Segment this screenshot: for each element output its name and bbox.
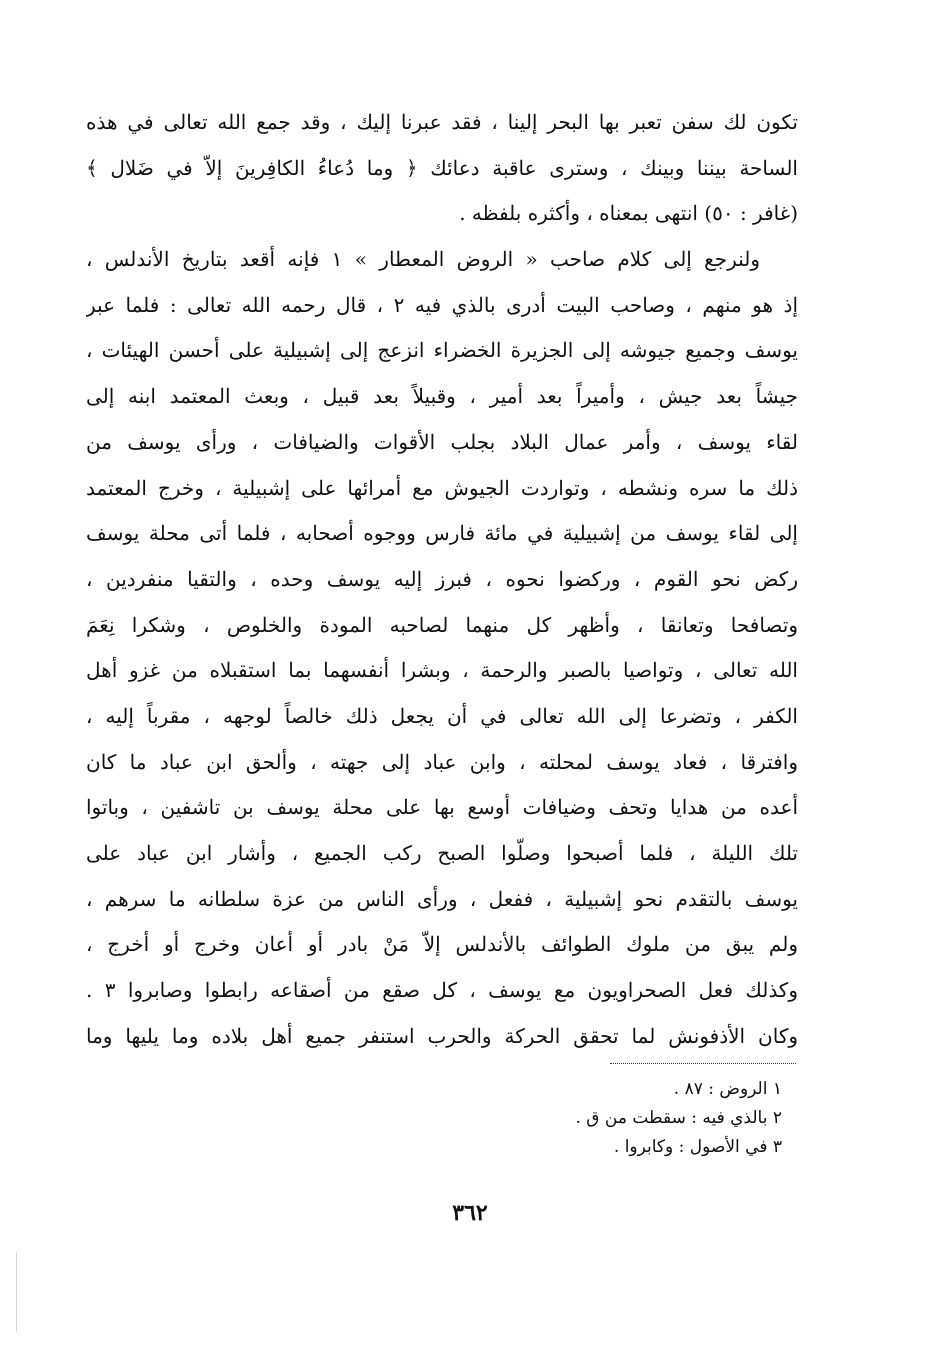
footnote: ٢ بالذي فيه : سقطت من ق . [575, 1108, 782, 1128]
text-line: الساحة بيننا وبينك ، وسترى عاقبة دعائك ﴿ وما دُعاءُ الكافِرينَ إلاّ في ضَلال ﴾ [86, 155, 798, 180]
footnote: ١ الروض : ٨٧ . [673, 1079, 782, 1099]
footnote: ٣ في الأصول : وكابروا . [613, 1137, 782, 1157]
text-line: يوسف بالتقدم نحو إشبيلية ، ففعل ، ورأى الناس من عزة سلطانه ما سرهم ، [86, 886, 798, 911]
text-line: وتصافحا وتعانقا ، وأظهر كل منهما لصاحبه المودة والخلوص ، وشكرا نِعَمَ [86, 612, 798, 637]
text-line: ذلك ما سره ونشطه ، وتواردت الجيوش مع أمرائها على إشبيلية ، وخرج المعتمد [86, 475, 798, 500]
body-text [86, 100, 798, 1059]
text-line: إلى لقاء يوسف من إشبيلية في مائة فارس ووجوه أصحابه ، فلما أتى محلة يوسف [86, 521, 798, 546]
footnote-separator [610, 1063, 796, 1064]
text-line: الله تعالى ، وتواصيا بالصبر والرحمة ، وبشرا أنفسهما بما استقبلاه من غزو أهل [86, 658, 798, 683]
text-line: وافترقا ، فعاد يوسف لمحلته ، وابن عباد إلى جهته ، وألحق ابن عباد ما كان [86, 749, 798, 774]
text-line: ركض نحو القوم ، وركضوا نحوه ، فبرز إليه يوسف وحده ، والتقيا منفردين ، [86, 566, 798, 591]
text-line: أعده من هدايا وتحف وضيافات أوسع بها على محلة يوسف بن تاشفين ، وباتوا [86, 795, 798, 820]
text-line: الكفر ، وتضرعا إلى الله تعالى في أن يجعل ذلك خالصاً لوجهه ، مقرباً إليه ، [86, 703, 798, 728]
footnotes [470, 1075, 782, 1162]
text-line: (غافر : ٥٠) انتهى بمعناه ، وأكثره بلفظه . [459, 201, 798, 226]
page-number: ٣٦٢ [452, 1200, 488, 1226]
text-line: وكذلك فعل الصحراويون مع يوسف ، كل صقع من أصقاعه رابطوا وصابروا ٣ . [86, 978, 798, 1003]
text-line: ولم يبق من ملوك الطوائف بالأندلس إلاّ مَنْ بادر أو أعان وخرج أو أخرج ، [86, 932, 798, 957]
text-line: يوسف وجميع جيوشه إلى الجزيرة الخضراء انزعج إلى إشبيلية على أحسن الهيئات ، [86, 338, 798, 363]
scan-edge-line [16, 1252, 17, 1332]
text-line: تلك الليلة ، فلما أصبحوا وصلّوا الصبح ركب الجميع ، وأشار ابن عباد على [86, 841, 798, 865]
text-line: ولنرجع إلى كلام صاحب « الروض المعطار » ١ فإنه أقعد بتاريخ الأندلس ، [86, 247, 760, 272]
text-line: وكان الأذفونش لما تحقق الحركة والحرب استنفر جميع أهل بلاده وما يليها وما [86, 1023, 798, 1048]
text-line: جيشاً بعد جيش ، وأميراً بعد أمير ، وقبيلاً بعد قبيل ، وبعث المعتمد ابنه إلى [86, 384, 798, 409]
text-line: لقاء يوسف ، وأمر عمال البلاد بجلب الأقوات والضيافات ، ورأى يوسف من [86, 429, 798, 454]
text-line: إذ هو منهم ، وصاحب البيت أدرى بالذي فيه ٢ ، قال رحمه الله تعالى : فلما عبر [86, 292, 798, 317]
text-line: تكون لك سفن تعبر بها البحر إلينا ، فقد عبرنا إليك ، وقد جمع الله تعالى في هذه [86, 110, 798, 134]
